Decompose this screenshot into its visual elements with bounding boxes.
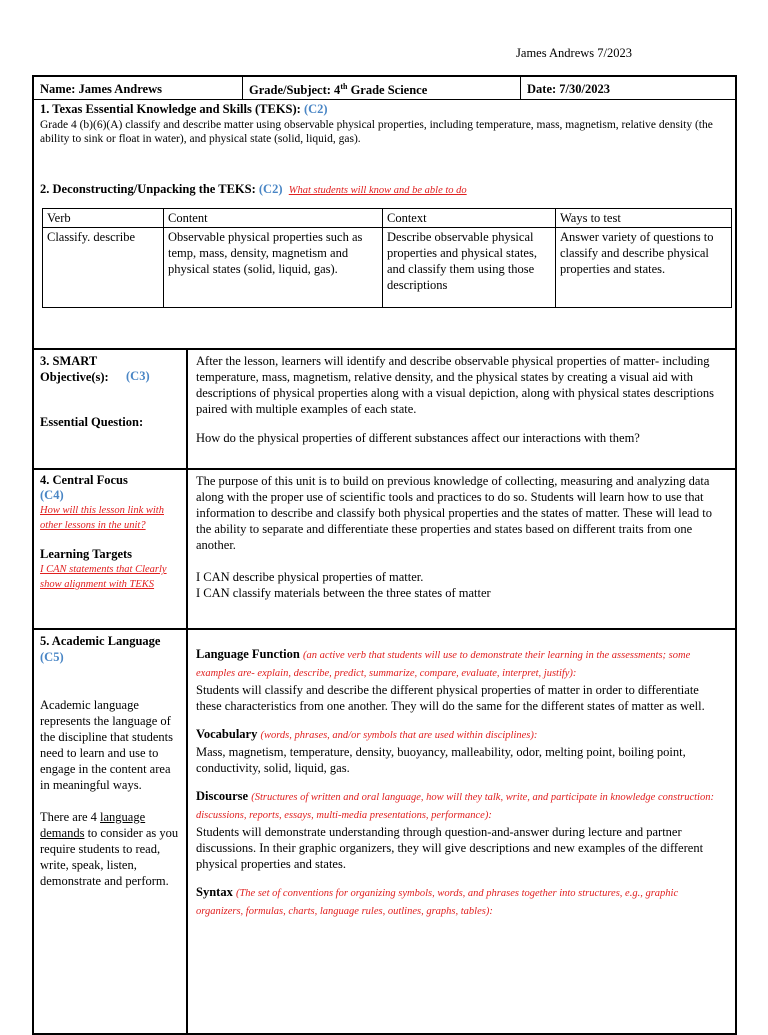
learning-targets-prompt: I CAN statements that Clearly show alignment with TEKS xyxy=(40,564,167,590)
syntax: Syntax (The set of conventions for organizing symbols, words, and phrases together into structures, e.g., graphic organizers, formulas, charts, language rules, outlines, graphs, tables): xyxy=(196,885,679,917)
smart-objective: After the lesson, learners will identify and describe observable physical properties of matter- including temperature, mass, magnetism, relative density, and the physical states by creating a visual aid with descriptions of physical properties along with a visual depiction, along with physical states descriptions paired with multiple examples of each state. xyxy=(196,354,714,416)
academic-language-desc: Academic language represents the language of the discipline that students need to learn and use to engage in the content area in meaningful ways. xyxy=(40,698,173,792)
unpack-data-row xyxy=(43,228,732,308)
unpack-table xyxy=(42,208,732,308)
teks-heading: 1. Texas Essential Knowledge and Skills (TEKS): (C2) xyxy=(40,102,328,116)
learning-target-1: I CAN describe physical properties of matter. xyxy=(196,570,424,584)
academic-language-section xyxy=(34,630,735,1035)
learning-targets-label: Learning Targets xyxy=(40,547,133,561)
col-context: Context xyxy=(383,209,556,228)
grade-subject-cell: Grade/Subject: 4th Grade Science xyxy=(242,77,520,99)
smart-section xyxy=(34,350,735,470)
discourse: Discourse (Structures of written and oral language, how will they talk, write, and participate in knowledge construction: discussions, reports, essays, multi-media presentations, performance): xyxy=(196,789,714,821)
essential-question: How do the physical properties of different substances affect our interactions with them? xyxy=(196,431,640,445)
cell-verb: Classify. describe xyxy=(43,228,164,308)
cell-context: Describe observable physical properties and physical states, and classify them using those descriptions xyxy=(383,228,556,308)
teks-section xyxy=(34,100,735,350)
teks-text: Grade 4 (b)(6)(A) classify and describe matter using observable physical properties, including temperature, mass, magnetism, relative density (the ability to sink or float in water), and physical state (solid, liquid, gas). xyxy=(40,119,713,145)
col-verb: Verb xyxy=(43,209,164,228)
learning-target-2: I CAN classify materials between the three states of matter xyxy=(196,586,491,600)
language-demands-text: There are 4 language demands to consider as you require students to read, write, speak, listen, demonstrate and perform. xyxy=(40,810,179,888)
central-focus-label: 4. Central Focus xyxy=(40,473,128,487)
language-function: Language Function (an active verb that students will use to demonstrate their learning in the assessments; some examples are- explain, describe, predict, summarize, compare, evaluate, interpret, justify): xyxy=(196,647,691,679)
focus-label-cell xyxy=(34,470,188,628)
vocabulary: Vocabulary (words, phrases, and/or symbols that are used within disciplines): xyxy=(196,727,538,741)
essential-question-label: Essential Question: xyxy=(40,415,144,429)
focus-content xyxy=(188,470,735,628)
page-header-author-date: James Andrews 7/2023 xyxy=(516,46,632,60)
academic-label-cell xyxy=(34,630,188,1035)
lesson-plan-table xyxy=(32,75,737,1035)
central-focus-section xyxy=(34,470,735,630)
date-cell: Date: 7/30/2023 xyxy=(520,77,735,99)
info-row xyxy=(34,77,735,100)
language-function-text: Students will classify and describe the different physical properties of matter in order to differentiate these characteristics from one another. They will do the same for the different states of matter as well. xyxy=(196,683,705,713)
smart-content xyxy=(188,350,735,468)
vocabulary-text: Mass, magnetism, temperature, density, buoyancy, malleability, odor, melting point, boiling point, conductivity, solid, liquid, gas. xyxy=(196,745,686,775)
unpack-heading: 2. Deconstructing/Unpacking the TEKS: (C2) What students will know and be able to do xyxy=(40,182,467,196)
smart-code: (C3) xyxy=(126,369,150,383)
central-focus-prompt: How will this lesson link with other lessons in the unit? xyxy=(40,505,164,531)
smart-label: 3. SMART Objective(s): xyxy=(40,354,109,384)
cell-ways-to-test: Answer variety of questions to classify and describe physical properties and states. xyxy=(556,228,732,308)
col-ways-to-test: Ways to test xyxy=(556,209,732,228)
col-content: Content xyxy=(164,209,383,228)
academic-language-label: 5. Academic Language xyxy=(40,634,161,648)
central-focus-code: (C4) xyxy=(40,488,64,502)
academic-content xyxy=(188,630,735,1035)
central-focus-text: The purpose of this unit is to build on previous knowledge of collecting, measuring and analyzing data along with the proper use of scientific tools and practices to do so. Students will learn how to use that information to describe and classify both physical properties and the states of matter. These will lead to the ability to separate and differentiate these properties and states based on different traits from one another. xyxy=(196,474,712,552)
academic-language-code: (C5) xyxy=(40,650,64,664)
cell-content: Observable physical properties such as temp, mass, density, magnetism and physical states (solid, liquid, gas). xyxy=(164,228,383,308)
unpack-header-row xyxy=(43,209,732,228)
smart-label-cell xyxy=(34,350,188,468)
discourse-text: Students will demonstrate understanding through question-and-answer during lecture and partner discussions. In their graphic organizers, they will give descriptions and new examples of the different physical properties and states. xyxy=(196,825,704,871)
name-cell: Name: James Andrews xyxy=(40,82,162,96)
